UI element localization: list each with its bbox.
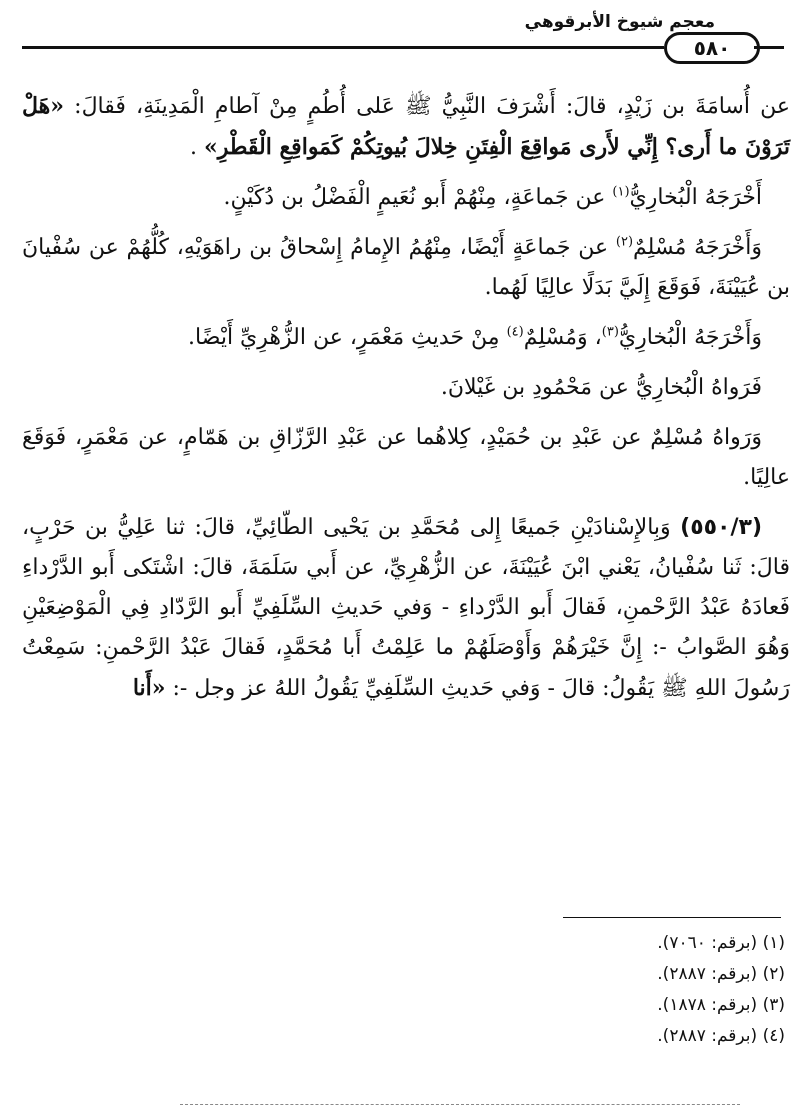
footnote-3: (٣) (برقم: ١٨٧٨). — [657, 995, 785, 1015]
footnote-ref-1[interactable]: (١) — [612, 184, 630, 200]
paragraph-2-a: أَخْرَجَهُ الْبُخارِيُّ — [629, 185, 762, 210]
footnote-ref-3[interactable]: (٣) — [601, 324, 619, 340]
page-bottom-rule — [180, 1104, 740, 1105]
footnote-2: (٢) (برقم: ٢٨٨٧). — [657, 964, 785, 984]
footnote-separator — [563, 917, 781, 918]
footnote-4: (٤) (برقم: ٢٨٨٧). — [657, 1026, 785, 1046]
main-text — [22, 86, 790, 719]
footnote-ref-2[interactable]: (٢) — [615, 234, 634, 250]
paragraph-1 — [22, 86, 790, 168]
header-rule — [22, 46, 664, 49]
hadith-start: «أَنا — [132, 675, 166, 701]
footnotes — [385, 928, 785, 1052]
paragraph-4-c: مِنْ حَديثِ مَعْمَرٍ، عن الزُّهْرِيِّ أَيْضًا. — [188, 325, 500, 350]
paragraph-2 — [22, 178, 790, 218]
paragraph-2-b: عن جَماعَةٍ، مِنْهُمْ أَبو نُعَيمٍ الْفَضْلُ بن دُكَيْنٍ. — [223, 185, 606, 210]
footnote-ref-4[interactable]: (٤) — [506, 324, 524, 340]
running-header-title: معجم شيوخ الأبرقوهي — [524, 12, 715, 32]
paragraph-7 — [22, 508, 790, 709]
paragraph-4 — [22, 318, 790, 358]
paragraph-1-end: . — [189, 135, 197, 160]
paragraph-1-text: عن أُسامَةَ بن زَيْدٍ، قالَ: أَشْرَفَ النَّبِيُّ ﷺ عَلى أُطُمٍ مِنْ آطامِ الْمَدِينَةِ، فَقالَ: — [74, 94, 790, 119]
paragraph-4-a: وَأَخْرَجَهُ الْبُخارِيُّ — [618, 325, 762, 350]
header-rule-tail — [754, 46, 784, 49]
paragraph-7-text: وَبِالإِسْنادَيْنِ جَميعًا إِلى مُحَمَّدِ بن يَحْيى الطّائِيِّ، قالَ: ثنا عَلِيُّ بن حَرْبٍ، قالَ: ثَنا سُفْيانُ، يَعْني ابْنَ عُيَيْنَةَ، عن الزُّهْرِيِّ، عن أَبي سَلَمَةَ، قالَ: اشْتَكى أَبو الدَّرْداءِ فَعادَهُ عَبْدُ الرَّحْمنِ، فَقالَ أَبو الدَّرْداءِ - وَفي حَديثِ السِّلَفِيِّ أَبو الرَّدّادِ فِي الْمَوْضِعَيْنِ وَهُوَ الصَّوابُ -: إِنَّ خَيْرَهُمْ وَأَوْصَلَهُمْ ما عَلِمْتُ أَبا مُحَمَّدٍ، فَقالَ عَبْدُ الرَّحْمنِ: سَمِعْتُ رَسُولَ اللهِ ﷺ يَقُولُ: قالَ - وَفي حَديثِ السِّلَفِيِّ يَقُولُ اللهُ عز وجل -: — [22, 515, 790, 701]
paragraph-3-a: وَأَخْرَجَهُ مُسْلِمٌ — [633, 235, 762, 260]
hadith-text: «هَلْ تَرَوْنَ ما أَرى؟ إِنِّي لأَرى مَواقِعَ الْفِتَنِ خِلالَ بُيوتِكُمْ كَمَواقِعِ الْقَطْرِ» — [22, 93, 790, 160]
footnote-1: (١) (برقم: ٧٠٦٠). — [657, 933, 785, 953]
paragraph-4-b: ، وَمُسْلِمٌ — [523, 325, 602, 350]
paragraph-3 — [22, 228, 790, 308]
paragraph-5: فَرَواهُ الْبُخارِيُّ عن مَحْمُودِ بن غَيْلانَ. — [440, 375, 762, 400]
hadith-number: (٥٥٠/٣) — [680, 515, 762, 540]
paragraph-3-b: عن جَماعَةٍ أَيْضًا، مِنْهُمُ الإِمامُ إِسْحاقُ بن راهَوَيْهِ، كُلُّهُمْ عن سُفْيانَ بن عُيَيْنَةَ، فَوَقَعَ إِلَيَّ بَدَلًا عالِيًا لَهُما. — [22, 235, 790, 300]
paragraph-6: وَرَواهُ مُسْلِمٌ عن عَبْدِ بن حُمَيْدٍ، كِلاهُما عن عَبْدِ الرَّزّاقِ بن هَمّامٍ، عن مَعْمَرٍ، فَوَقَعَ عالِيًا. — [22, 425, 790, 490]
page-number: ٥٨٠ — [664, 32, 760, 64]
